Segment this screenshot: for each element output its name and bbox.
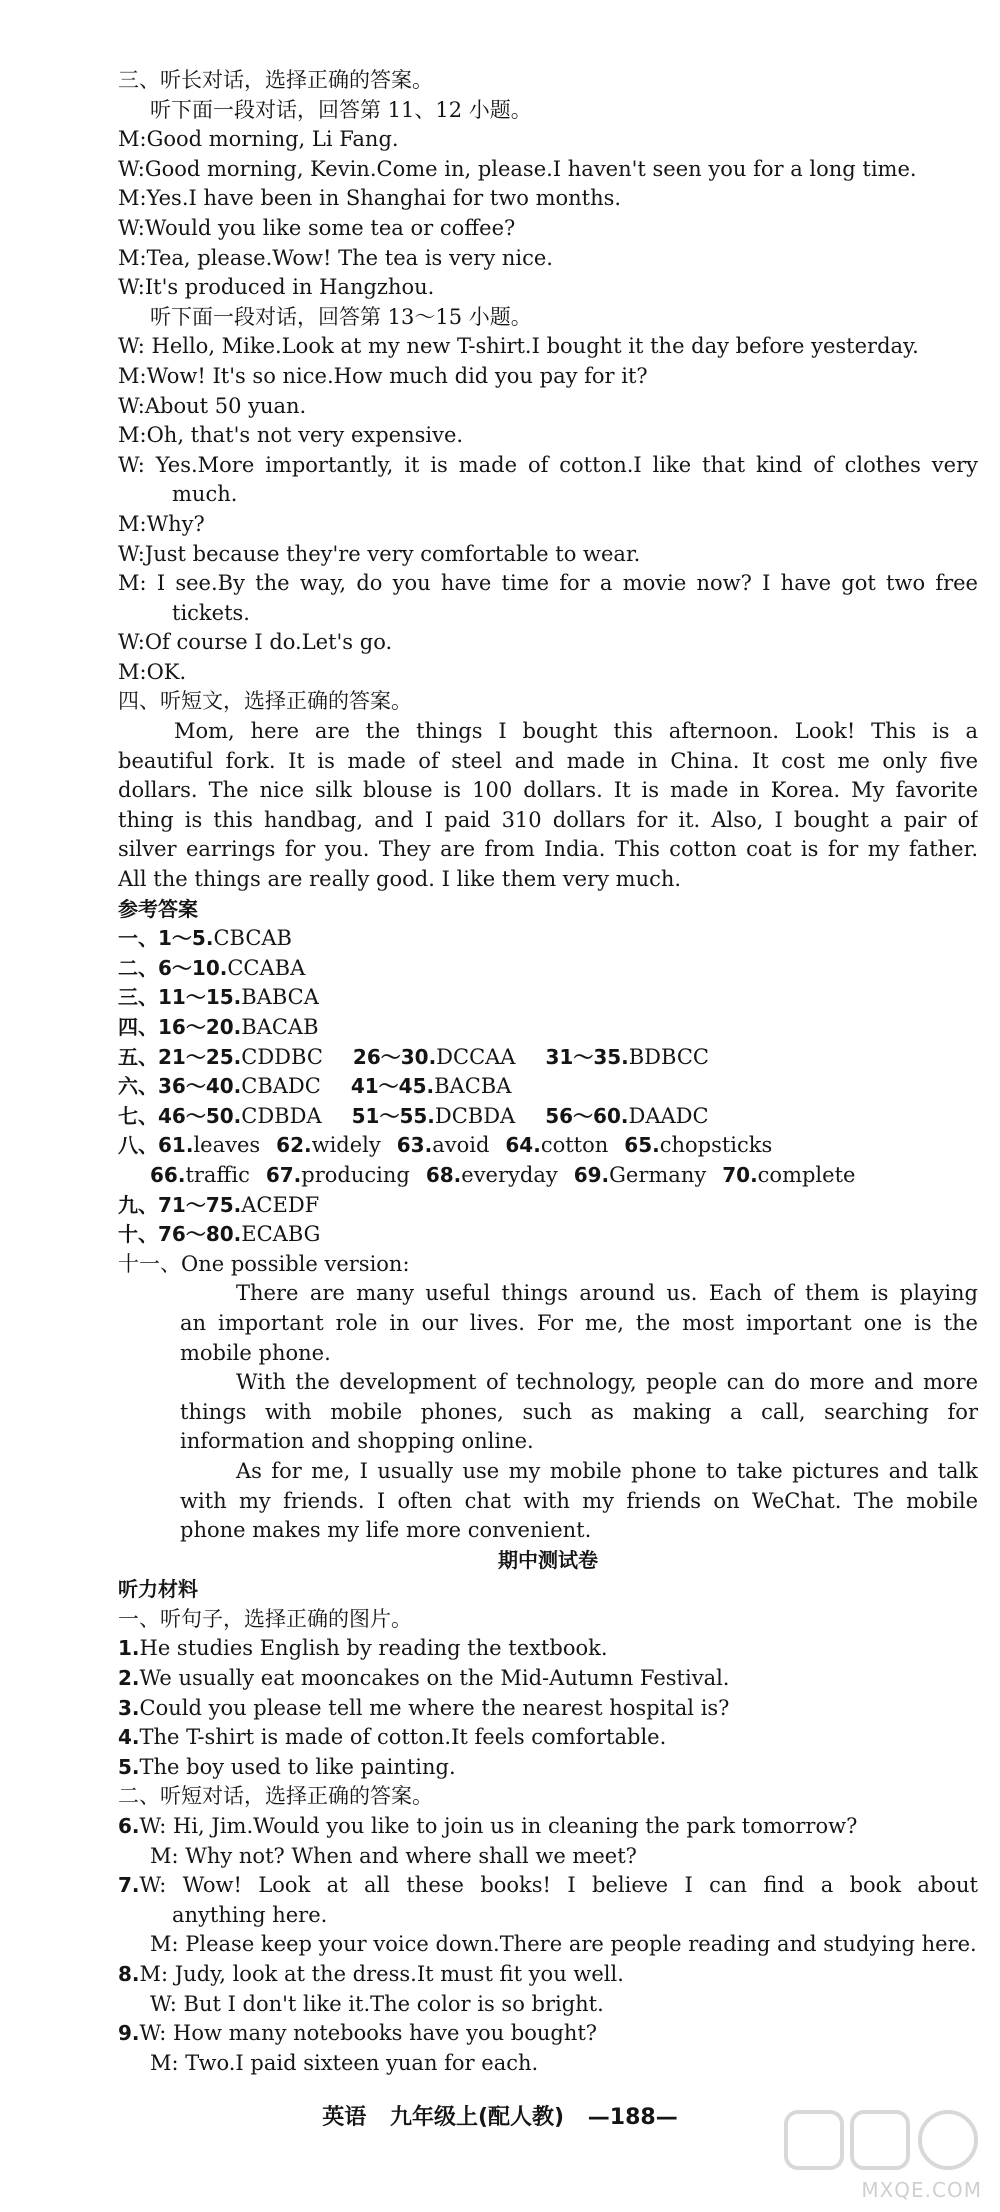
answer-row	[118, 1013, 978, 1043]
text-line	[118, 1990, 978, 2020]
text-line: All the things are really good. I like them very much.	[118, 867, 682, 892]
essay-line: phone makes my life more convenient.	[180, 1518, 592, 1543]
text-line: M: I see.By the way, do you have time for a movie now? I have got two free	[118, 571, 978, 596]
answer-value: Germany	[609, 1162, 707, 1187]
line-text: 一、听句子，选择正确的图片。	[118, 1606, 412, 1631]
essay-line: 十一、One possible version:	[118, 1251, 410, 1276]
answer-value: CCABA	[227, 955, 306, 980]
line-text: W: How many notebooks have you bought?	[139, 2021, 598, 2046]
answer-number: 二、6～10.	[118, 955, 228, 980]
text-line: 听下面一段对话，回答第 11、12 小题。	[150, 97, 532, 122]
answer-row	[118, 983, 978, 1013]
answer-row	[118, 924, 978, 954]
line-text: The T-shirt is made of cotton.It feels comfortable.	[139, 1725, 667, 1750]
text-line: beautiful fork. It is made of steel and made in China. It cost me only five	[118, 748, 978, 773]
answer-value: cotton	[540, 1133, 609, 1158]
essay-line: With the development of technology, people can do more and more	[236, 1370, 978, 1395]
essay-line: As for me, I usually use my mobile phone to take pictures and talk	[236, 1458, 978, 1483]
line-text: Could you please tell me where the nearest hospital is?	[139, 1695, 730, 1720]
line-text: anything here.	[172, 1902, 328, 1927]
answer-number: 51～55.	[351, 1103, 435, 1128]
answer-row	[118, 1191, 978, 1221]
answer-number: 26～30.	[352, 1044, 437, 1069]
answer-number: 63.	[396, 1133, 433, 1158]
answer-value: complete	[757, 1162, 856, 1187]
answer-value: BDBCC	[628, 1044, 709, 1069]
answer-number: 六、36～40.	[118, 1074, 242, 1099]
answer-value: traffic	[185, 1162, 250, 1187]
answer-value: avoid	[432, 1133, 490, 1158]
text-line: W:Just because they're very comfortable to wear.	[118, 541, 641, 566]
answer-row	[118, 1043, 978, 1073]
question-number: 8.	[118, 1962, 140, 1986]
answer-number: 41～45.	[350, 1074, 435, 1099]
text-line: W:Good morning, Kevin.Come in, please.I haven't seen you for a long time.	[118, 156, 917, 181]
answer-row	[118, 1131, 978, 1161]
essay-line: an important role in our lives. For me, the most important one is the	[180, 1310, 978, 1335]
answer-value: BABCA	[241, 985, 319, 1010]
watermark-logo	[778, 2104, 988, 2204]
text-line	[118, 1575, 978, 1605]
line-text: M: Judy, look at the dress.It must fit you well.	[139, 1962, 624, 1986]
line-text: 听力材料	[118, 1577, 198, 1602]
text-line: Mom, here are the things I bought this afternoon. Look! This is a	[174, 719, 978, 744]
question-line	[118, 1723, 978, 1753]
text-line: 参考答案	[118, 896, 198, 921]
answer-value: CBADC	[241, 1074, 321, 1099]
answer-number: 67.	[265, 1162, 302, 1187]
answer-value: CDBDA	[241, 1103, 322, 1128]
answer-number: 五、21～25.	[118, 1044, 242, 1069]
line-text: 期中测试卷	[498, 1547, 598, 1572]
answer-value: chopsticks	[659, 1133, 773, 1158]
question-number: 7.	[118, 1873, 140, 1898]
answer-value: DCBDA	[434, 1103, 516, 1128]
text-line: M:Yes.I have been in Shanghai for two months.	[118, 186, 622, 211]
question-number: 3.	[118, 1695, 140, 1720]
essay-line: things with mobile phones, such as making a call, searching for	[180, 1399, 978, 1424]
answer-value: CDDBC	[241, 1044, 323, 1069]
answer-number: 69.	[573, 1162, 610, 1187]
text-line: M:Tea, please.Wow! The tea is very nice.	[118, 245, 553, 270]
text-line: W:It's produced in Hangzhou.	[118, 275, 435, 300]
footer-page-number: —188—	[587, 2105, 678, 2130]
text-line: dollars. The nice silk blouse is 100 dollars. It is made in Korea. My favorite	[118, 778, 978, 803]
text-line: W:Of course I do.Let's go.	[118, 630, 393, 655]
question-line	[118, 1812, 978, 1842]
answer-number: 十、76～80.	[118, 1222, 242, 1247]
question-number: 4.	[118, 1725, 140, 1750]
question-line	[118, 1871, 978, 1901]
line-text: 二、听短对话，选择正确的答案。	[118, 1784, 433, 1809]
question-number: 9.	[118, 2021, 140, 2046]
question-line	[118, 1753, 978, 1783]
midterm-listening-section	[118, 1546, 978, 2079]
text-line: W: Hello, Mike.Look at my new T-shirt.I bought it the day before yesterday.	[118, 334, 919, 359]
text-line	[118, 1930, 978, 1960]
answer-value: producing	[301, 1162, 410, 1187]
answer-number: 八、61.	[118, 1133, 194, 1158]
answer-row	[118, 1072, 978, 1102]
answer-value: BACBA	[434, 1074, 512, 1099]
text-line	[118, 2049, 978, 2079]
answer-number: 62.	[276, 1133, 312, 1158]
answer-row	[118, 1102, 978, 1132]
writing-sample-section	[118, 1250, 978, 1546]
answer-value: ECABG	[241, 1222, 321, 1247]
text-line: W:Would you like some tea or coffee?	[118, 215, 516, 240]
answer-value: CBCAB	[213, 926, 292, 951]
answer-row	[118, 1161, 978, 1191]
answer-row	[118, 954, 978, 984]
answer-number: 66.	[150, 1162, 186, 1187]
question-line	[118, 1634, 978, 1664]
answer-number: 56～60.	[545, 1103, 629, 1128]
answer-value: ACEDF	[241, 1192, 320, 1217]
text-line	[118, 1782, 978, 1812]
text-line: silver earrings for you. They are from India. This cotton coat is for my father.	[118, 837, 978, 862]
line-text: The boy used to like painting.	[139, 1754, 456, 1779]
line-text: M: Please keep your voice down.There are people reading and studying here.	[150, 1932, 977, 1957]
text-line: 三、听长对话，选择正确的答案。	[118, 68, 433, 92]
answer-number: 31～35.	[545, 1044, 629, 1069]
text-line: tickets.	[172, 600, 250, 625]
watermark-text: MXQE.COM	[861, 2178, 982, 2202]
line-text: We usually eat mooncakes on the Mid-Autumn Festival.	[139, 1666, 730, 1691]
question-line	[118, 1960, 978, 1990]
question-number: 5.	[118, 1754, 140, 1779]
text-line: M:Why?	[118, 511, 205, 536]
answer-number: 七、46～50.	[118, 1103, 242, 1128]
text-line: M:OK.	[118, 659, 187, 684]
line-text: He studies English by reading the textbook.	[139, 1636, 608, 1661]
answer-row	[118, 1220, 978, 1250]
answer-key-section	[118, 924, 978, 1250]
question-line	[118, 1664, 978, 1694]
answer-value: BACAB	[241, 1015, 319, 1039]
line-text: M: Two.I paid sixteen yuan for each.	[150, 2050, 539, 2075]
answer-number: 68.	[425, 1162, 462, 1187]
answer-number: 65.	[624, 1133, 660, 1158]
essay-line: mobile phone.	[180, 1340, 331, 1365]
line-text: W: But I don't like it.The color is so bright.	[150, 1991, 604, 2016]
text-line: 四、听短文，选择正确的答案。	[118, 689, 412, 714]
line-text: M: Why not? When and where shall we meet?	[150, 1843, 637, 1868]
text-line: M:Wow! It's so nice.How much did you pay for it?	[118, 363, 648, 388]
text-line: M:Good morning, Li Fang.	[118, 127, 399, 152]
essay-line: There are many useful things around us. Each of them is playing	[236, 1281, 978, 1306]
question-line	[118, 1694, 978, 1724]
text-line	[118, 1842, 978, 1872]
answer-number: 一、1～5.	[118, 926, 214, 951]
text-line: much.	[172, 482, 238, 507]
text-line: thing is this handbag, and I paid 310 dollars for it. Also, I bought a pair of	[118, 807, 978, 832]
answer-number: 九、71～75.	[118, 1192, 242, 1217]
essay-line: information and shopping online.	[180, 1429, 534, 1454]
line-text: W: Wow! Look at all these books! I believe I can find a book about	[139, 1873, 978, 1898]
answer-value: DCCAA	[436, 1044, 516, 1069]
question-number: 1.	[118, 1636, 140, 1661]
text-line	[118, 1901, 978, 1931]
text-line: M:Oh, that's not very expensive.	[118, 423, 464, 448]
text-line: W: Yes.More importantly, it is made of cotton.I like that kind of clothes very	[118, 452, 978, 477]
answer-value: everyday	[461, 1162, 558, 1187]
question-line	[118, 2019, 978, 2049]
footer-grade: 九年级上(配人教)	[389, 2105, 565, 2130]
page-content	[118, 66, 978, 2078]
line-text: W: Hi, Jim.Would you like to join us in cleaning the park tomorrow?	[139, 1814, 858, 1839]
text-line: W:About 50 yuan.	[118, 393, 307, 418]
text-line	[118, 1605, 978, 1635]
answer-number: 三、11～15.	[118, 985, 242, 1010]
answer-number: 四、16～20.	[118, 1015, 242, 1039]
essay-line: with my friends. I often chat with my friends on WeChat. The mobile	[180, 1488, 978, 1513]
answer-value: leaves	[193, 1133, 261, 1158]
question-number: 6.	[118, 1814, 140, 1839]
question-number: 2.	[118, 1666, 140, 1691]
text-line: 听下面一段对话，回答第 13～15 小题。	[150, 304, 532, 329]
answer-number: 70.	[722, 1162, 758, 1187]
answer-value: widely	[311, 1133, 381, 1158]
footer-subject: 英语	[322, 2105, 367, 2130]
text-line	[118, 1546, 978, 1576]
answer-number: 64.	[505, 1133, 541, 1158]
listening-script-section	[118, 66, 978, 924]
answer-value: DAADC	[628, 1103, 709, 1128]
